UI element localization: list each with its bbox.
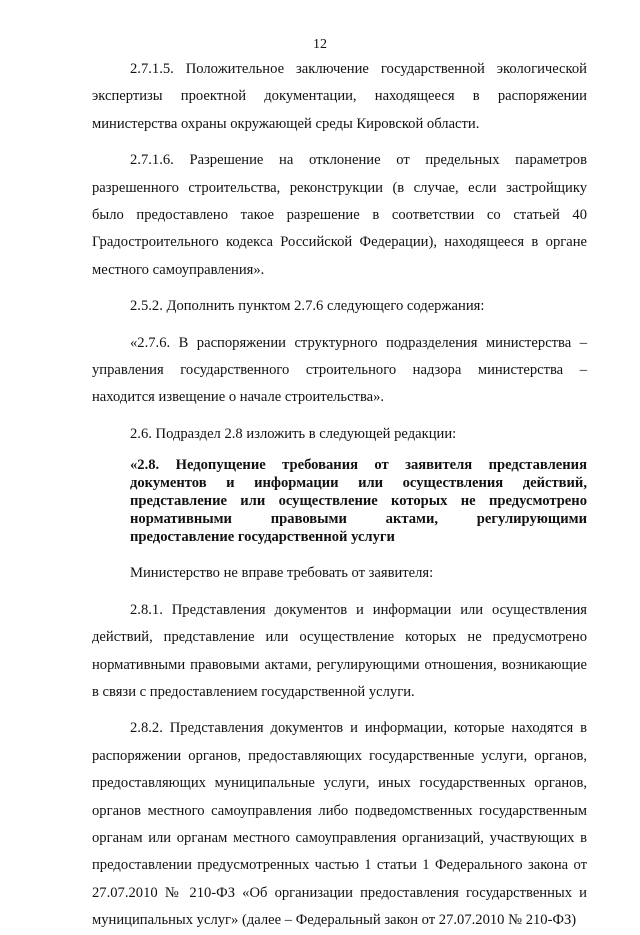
page-number: 12 <box>313 37 327 52</box>
paragraph-intro: Министерство не вправе требовать от заявителя: <box>130 565 434 582</box>
paragraph-2-8-1: 2.8.1. Представления документов и информации или осуществления действий, представление или осуществление которых не предусмотрено нормативными правовыми актами, регулирующими отношения, возникающие в связи с предоставлением государственной услуги. <box>92 601 587 700</box>
paragraph-2-7-6: «2.7.6. В распоряжении структурного подразделения министерства – управления государственного строительного надзора министерства – находится извещение о начале строительства». <box>92 334 587 406</box>
section-heading-2-8 <box>130 456 587 546</box>
paragraph-2-7-1-5: 2.7.1.5. Положительное заключение государственной экологической экспертизы проектной документации, находящееся в распоряжении министерства охраны окружающей среды Кировской области. <box>92 61 587 132</box>
section-heading-number: «2.8. <box>130 457 160 474</box>
section-heading-text: Недопущение требования от заявителя представления документов и информации или осуществления действий, представление или осуществление которых не предусмотрено нормативными правовыми актами, регулирующими предоставление государственной услуги <box>130 457 587 546</box>
paragraph-2-5-2: 2.5.2. Дополнить пунктом 2.7.6 следующего содержания: <box>130 298 485 315</box>
paragraph-2-7-1-6: 2.7.1.6. Разрешение на отклонение от предельных параметров разрешенного строительства, реконструкции (в случае, если застройщику было предоставлено такое разрешение в соответствии со статьей 40 Градостроительного кодекса Российской Федерации), находящееся в органе местного самоуправления». <box>92 152 587 278</box>
document-body <box>92 56 587 935</box>
paragraph-2-8-2: 2.8.2. Представления документов и информации, которые находятся в распоряжении органов, предоставляющих государственные услуги, органов, предоставляющих муниципальные услуги, иных государственных органов, органов местного самоуправления либо подведомственных государственным органам или органам местного самоуправления организаций, участвующих в предоставлении предусмотренных частью 1 статьи 1 Федерального закона от 27.07.2010 № 210-ФЗ «Об организации предоставления государственных и муниципальных услуг» (далее – Федеральный закон от 27.07.2010 № 210-ФЗ) <box>92 720 587 929</box>
paragraph-2-6: 2.6. Подраздел 2.8 изложить в следующей редакции: <box>130 425 457 442</box>
